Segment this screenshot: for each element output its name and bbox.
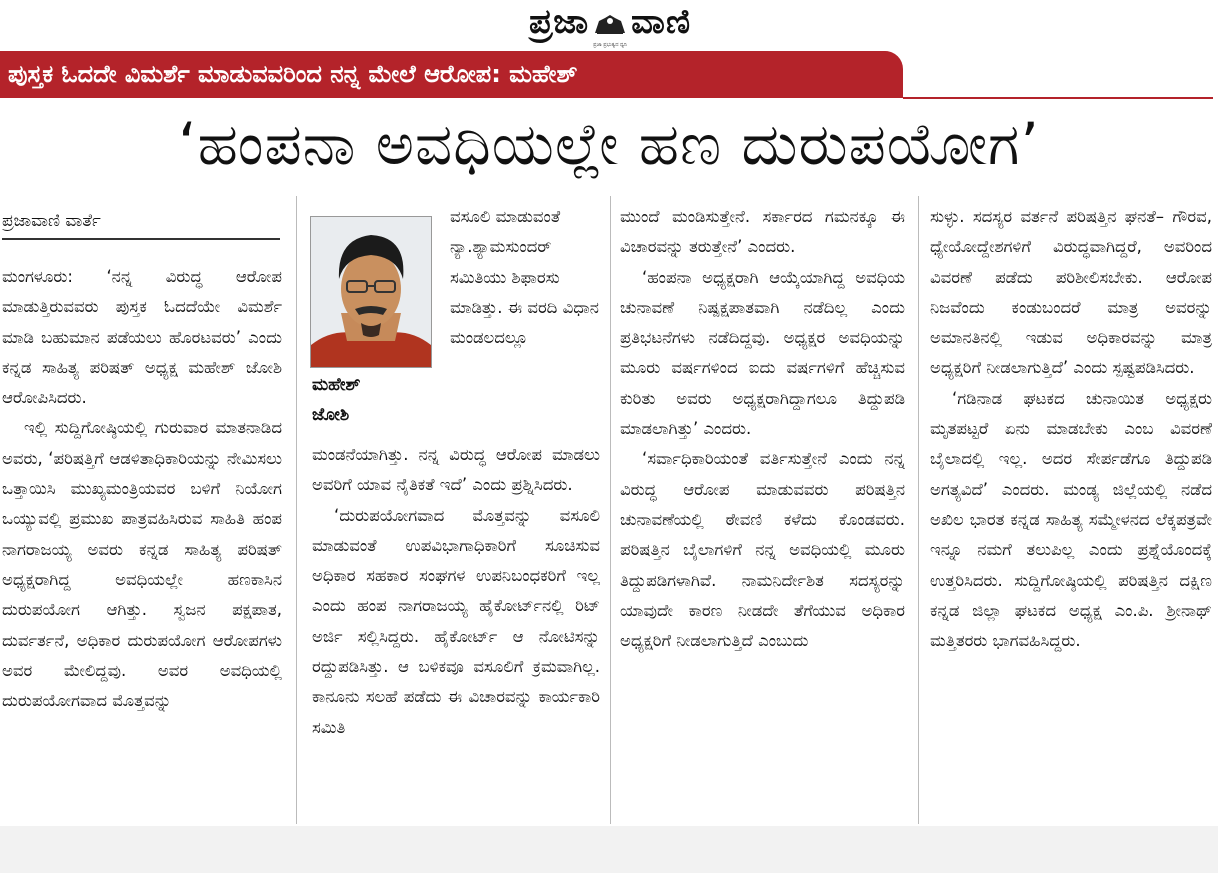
kicker-banner: ಪುಸ್ತಕ ಓದದೇ ವಿಮರ್ಶೆ ಮಾಡುವವರಿಂದ ನನ್ನ ಮೇಲೆ ಆರೋಪ: ಮಹೇಶ್ [0,51,903,98]
article-column-2-top [450,202,600,444]
article-column-1 [2,262,282,822]
masthead-tagline: ಪ್ರಜಾ ಪ್ರಭುತ್ವದ ಧ್ವನಿ [593,42,627,48]
masthead [430,2,790,50]
article-paragraph: ಮುಂದೆ ಮಂಡಿಸುತ್ತೇನೆ. ಸರ್ಕಾರದ ಗಮನಕ್ಕೂ ಈ ವಿಚಾರವನ್ನು ತರುತ್ತೇನೆ’ ಎಂದರು. [620,207,905,257]
photo-caption [312,370,432,430]
kicker-rule [903,97,1213,99]
article-column-3 [620,202,905,824]
article-paragraph: ಸುಳ್ಳು. ಸದಸ್ಯರ ವರ್ತನೆ ಪರಿಷತ್ತಿನ ಘನತೆ– ಗೌರವ, ಧ್ಯೇಯೋದ್ದೇಶಗಳಿಗೆ ವಿರುದ್ಧವಾಗಿದ್ದರೆ, ಅವರಿಂದ ವಿವರಣೆ ಪಡೆದು ಪರಿಶೀಲಿಸಬೇಕು. ಆರೋಪ ನಿಜವೆಂದು ಕಂಡುಬಂದರೆ ಮಾತ್ರ ಅವರನ್ನು ಅಮಾನತಿನಲ್ಲಿ ಇಡುವ ಅಧಿಕಾರವನ್ನು ಮಾತ್ರ ಅಧ್ಯಕ್ಷರಿಗೆ ನೀಡಲಾಗುತ್ತಿದೆ’ ಎಂದು ಸ್ಪಷ್ಟಪಡಿಸಿದರು. [930,207,1212,378]
article-paragraph: ವಸೂಲಿ ಮಾಡುವಂತೆ ನ್ಯಾ.ಶ್ಯಾಮಸುಂದರ್ ಸಮಿತಿಯು ಶಿಫಾರಸು ಮಾಡಿತ್ತು. ಈ ವರದಿ ವಿಧಾನ ಮಂಡಲದಲ್ಲೂ [450,207,599,348]
article-paragraph: ಇಲ್ಲಿ ಸುದ್ದಿಗೋಷ್ಠಿಯಲ್ಲಿ ಗುರುವಾರ ಮಾತನಾಡಿದ ಅವರು, ‘ಪರಿಷತ್ತಿಗೆ ಆಡಳಿತಾಧಿಕಾರಿಯನ್ನು ನೇಮಿಸಲು ಒತ್ತಾಯಿಸಿ ಮುಖ್ಯಮಂತ್ರಿಯವರ ಬಳಿಗೆ ನಿಯೋಗ ಒಯ್ಯುವಲ್ಲಿ ಪ್ರಮುಖ ಪಾತ್ರವಹಿಸಿರುವ ಸಾಹಿತಿ ಹಂಪ ನಾಗರಾಜಯ್ಯ ಅವರು ಕನ್ನಡ ಸಾಹಿತ್ಯ ಪರಿಷತ್ ಅಧ್ಯಕ್ಷರಾಗಿದ್ದ ಅವಧಿಯಲ್ಲೇ ಹಣಕಾಸಿನ ದುರುಪಯೋಗ ಆಗಿತ್ತು. ಸ್ವಜನ ಪಕ್ಷಪಾತ, ದುರ್ವರ್ತನೆ, ಅಧಿಕಾರ ದುರುಪಯೋಗ ಆರೋಪಗಳು ಅವರ ಮೇಲಿದ್ದವು. ಅವರ ಅವಧಿಯಲ್ಲಿ ದುರುಪಯೋಗವಾದ ಮೊತ್ತವನ್ನು [2,418,282,711]
byline-rule [2,238,280,240]
caption-line: ಮಹೇಶ್ [312,375,361,395]
masthead-logo [430,2,790,42]
article-paragraph: ‘ಗಡಿನಾಡ ಘಟಕದ ಚುನಾಯಿತ ಅಧ್ಯಕ್ಷರು ಮೃತಪಟ್ಟರೆ ಏನು ಮಾಡಬೇಕು ಎಂಬ ವಿವರಣೆ ಬೈಲಾದಲ್ಲಿ ಇಲ್ಲ. ಅದರ ಸೇರ್ಪಡೆಗೂ ತಿದ್ದುಪಡಿ ಅಗತ್ಯವಿದೆ’ ಎಂದರು. ಮಂಡ್ಯ ಜಿಲ್ಲೆಯಲ್ಲಿ ನಡೆದ ಅಖಿಲ ಭಾರತ ಕನ್ನಡ ಸಾಹಿತ್ಯ ಸಮ್ಮೇಳನದ ಲೆಕ್ಕಪತ್ರವೇ ಇನ್ನೂ ನಮಗೆ ತಲುಪಿಲ್ಲ ಎಂದು ಪ್ರಶ್ನೆಯೊಂದಕ್ಕೆ ಉತ್ತರಿಸಿದರು. ಸುದ್ದಿಗೋಷ್ಠಿಯಲ್ಲಿ ಪರಿಷತ್ತಿನ ದಕ್ಷಿಣ ಕನ್ನಡ ಜಿಲ್ಲಾ ಘಟಕದ ಅಧ್ಯಕ್ಷ ಎಂ.ಪಿ. ಶ್ರೀನಾಥ್ ಮತ್ತಿತರರು ಭಾಗವಹಿಸಿದ್ದರು. [930,388,1212,651]
article-paragraph: ‘ದುರುಪಯೋಗವಾದ ಮೊತ್ತವನ್ನು ವಸೂಲಿ ಮಾಡುವಂತೆ ಉಪವಿಭಾಗಾಧಿಕಾರಿಗೆ ಸೂಚಿಸುವ ಅಧಿಕಾರ ಸಹಕಾರ ಸಂಘಗಳ ಉಪನಿಬಂಧಕರಿಗೆ ಇಲ್ಲ ಎಂದು ಹಂಪ ನಾಗರಾಜಯ್ಯ ಹೈಕೋರ್ಟ್‌ನಲ್ಲಿ ರಿಟ್ ಅರ್ಜಿ ಸಲ್ಲಿಸಿದ್ದರು. ಹೈಕೋರ್ಟ್ ಆ ನೋಟಿಸನ್ನು ರದ್ದುಪಡಿಸಿತ್ತು. ಆ ಬಳಿಕವೂ ವಸೂಲಿಗೆ ಕ್ರಮವಾಗಿಲ್ಲ. ಕಾನೂನು ಸಲಹೆ ಪಡೆದು ಈ ವಿಚಾರವನ್ನು ಕಾರ್ಯಕಾರಿ ಸಮಿತಿ [312,505,600,737]
article-column-2 [312,440,600,824]
masthead-name-right: ವಾಣಿ [631,2,692,42]
article-paragraph: ‘ಸರ್ವಾಧಿಕಾರಿಯಂತೆ ವರ್ತಿಸುತ್ತೇನೆ ಎಂದು ನನ್ನ ವಿರುದ್ಧ ಆರೋಪ ಮಾಡುವವರು ಪರಿಷತ್ತಿನ ಚುನಾವಣೆಯಲ್ಲಿ ಠೇವಣಿ ಕಳೆದು ಕೊಂಡವರು. ಪರಿಷತ್ತಿನ ಬೈಲಾಗಳಿಗೆ ನನ್ನ ಅವಧಿಯಲ್ಲಿ ಮೂರು ತಿದ್ದುಪಡಿಗಳಾಗಿವೆ. ನಾಮನಿರ್ದೇಶಿತ ಸದಸ್ಯರನ್ನು ಯಾವುದೇ ಕಾರಣ ನೀಡದೇ ತೆಗೆಯುವ ಅಧಿಕಾರ ಅಧ್ಯಕ್ಷರಿಗೆ ನೀಡಲಾಗುತ್ತಿದೆ ಎಂಬುದು [620,449,905,651]
mahesh-joshi-photo [310,216,432,368]
headline: ‘ಹಂಪನಾ ಅವಧಿಯಲ್ಲೇ ಹಣ ದುರುಪಯೋಗ’ [178,110,1040,178]
masthead-name-left: ಪ್ರಜಾ [528,2,590,42]
article-paragraph: ಮಂಡನೆಯಾಗಿತ್ತು. ನನ್ನ ವಿರುದ್ಧ ಆರೋಪ ಮಾಡಲು ಅವರಿಗೆ ಯಾವ ನೈತಿಕತೆ ಇದೆ’ ಎಂದು ಪ್ರಶ್ನಿಸಿದರು. [312,445,600,495]
portrait-illustration [311,217,431,367]
article-column-4 [930,202,1212,824]
article-paragraph: ಮಂಗಳೂರು: ‘ನನ್ನ ವಿರುದ್ಧ ಆರೋಪ ಮಾಡುತ್ತಿರುವವರು ಪುಸ್ತಕ ಓದದೆಯೇ ವಿಮರ್ಶೆ ಮಾಡಿ ಬಹುಮಾನ ಪಡೆಯಲು ಹೊರಟವರು’ ಎಂದು ಕನ್ನಡ ಸಾಹಿತ್ಯ ಪರಿಷತ್ ಅಧ್ಯಕ್ಷ ಮಹೇಶ್ ಜೋಶಿ ಆರೋಪಿಸಿದರು. [2,267,282,408]
column-divider [918,196,919,824]
column-divider [296,196,297,824]
column-divider [610,196,611,824]
byline: ಪ್ರಜಾವಾಣಿ ವಾರ್ತೆ [2,211,101,231]
caption-line: ಜೋಶಿ [312,405,350,425]
article-paragraph: ‘ಹಂಪನಾ ಅಧ್ಯಕ್ಷರಾಗಿ ಆಯ್ಕೆಯಾಗಿದ್ದ ಅವಧಿಯ ಚುನಾವಣೆ ನಿಷ್ಪಕ್ಷಪಾತವಾಗಿ ನಡೆದಿಲ್ಲ ಎಂದು ಪ್ರತಿಭಟನೆಗಳು ನಡೆದಿದ್ದವು. ಅಧ್ಯಕ್ಷರ ಅವಧಿಯನ್ನು ಮೂರು ವರ್ಷಗಳಿಂದ ಐದು ವರ್ಷಗಳಿಗೆ ಹೆಚ್ಚಿಸುವ ಕುರಿತು ಅವರು ಅಧ್ಯಕ್ಷರಾಗಿದ್ದಾಗಲೂ ತಿದ್ದುಪಡಿ ಮಾಡಲಾಗಿತ್ತು’ ಎಂದರು. [620,267,905,439]
lion-emblem-icon [593,13,627,35]
